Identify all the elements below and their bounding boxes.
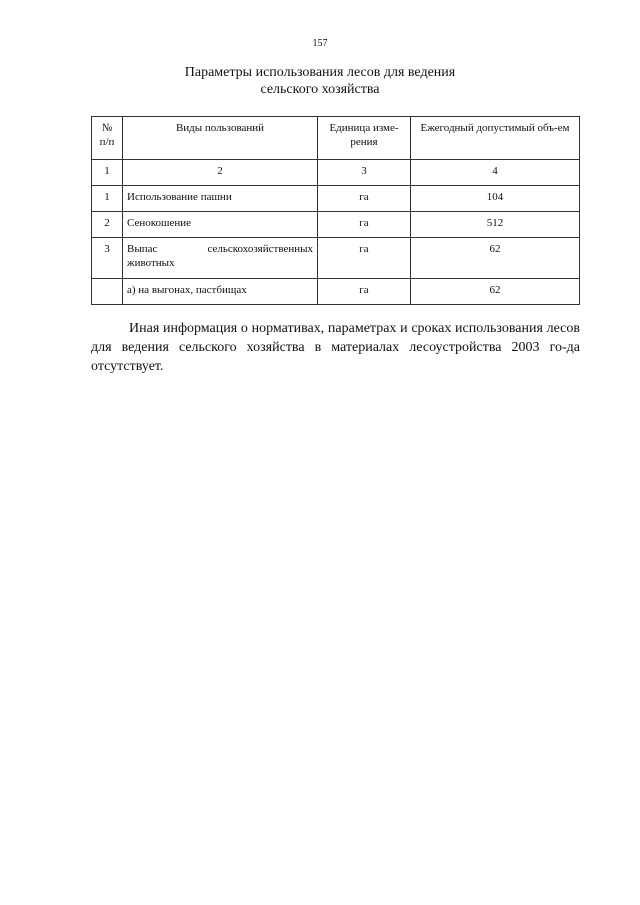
table-index-row [92, 160, 580, 186]
header-unit: Единица изме-рения [318, 117, 411, 160]
index-cell-4: 4 [411, 160, 580, 186]
header-num: № п/п [92, 117, 123, 160]
page-number: 157 [312, 38, 328, 49]
table-row [92, 186, 580, 212]
row-num: 3 [92, 238, 123, 279]
row-volume: 62 [411, 279, 580, 305]
header-kind: Виды пользований [123, 117, 318, 160]
table-header-row [92, 117, 580, 160]
row-kind-word-1: Выпас [127, 243, 158, 255]
body-paragraph-text: Иная информация о нормативах, параметрах и сроках использования лесов для ведения сельского хозяйства в материалах лесоустройства 2003 го-да отсутствует. [91, 321, 580, 374]
row-kind: Использование пашни [123, 186, 318, 212]
title-line-1: Параметры использования лесов для ведения [184, 65, 456, 80]
row-kind-line-2: животных [127, 257, 175, 269]
title-line-2: сельского хозяйства [260, 82, 380, 97]
row-num: 1 [92, 186, 123, 212]
row-num: 2 [92, 212, 123, 238]
document-title [0, 64, 640, 98]
row-num [92, 279, 123, 305]
header-volume: Ежегодный допустимый объ-ем [411, 117, 580, 160]
table-row [92, 212, 580, 238]
row-volume: 62 [411, 238, 580, 279]
row-unit: га [318, 186, 411, 212]
row-kind-word-2: сельскохозяйственных [207, 243, 313, 255]
row-unit: га [318, 279, 411, 305]
parameters-table [91, 116, 580, 305]
row-volume: 104 [411, 186, 580, 212]
index-cell-2: 2 [123, 160, 318, 186]
row-unit: га [318, 212, 411, 238]
row-kind [123, 238, 318, 279]
body-paragraph [91, 319, 580, 376]
row-kind: а) на выгонах, пастбищах [123, 279, 318, 305]
row-unit: га [318, 238, 411, 279]
table-row [92, 238, 580, 279]
row-volume: 512 [411, 212, 580, 238]
row-kind: Сенокошение [123, 212, 318, 238]
index-cell-3: 3 [318, 160, 411, 186]
row-kind-line-1 [127, 242, 313, 256]
table-row [92, 279, 580, 305]
index-cell-1: 1 [92, 160, 123, 186]
